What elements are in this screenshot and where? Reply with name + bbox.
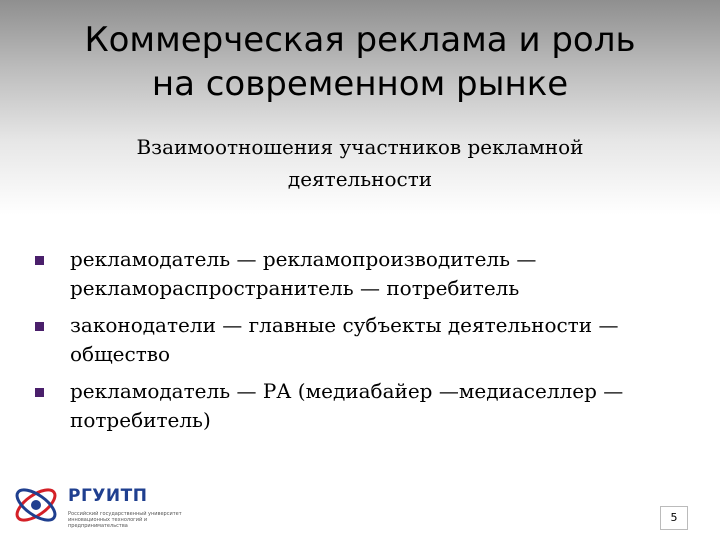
bullet-list	[35, 245, 695, 443]
slide-title-line-1: Коммерческая реклама и роль	[84, 20, 636, 60]
slide-subtitle-line-2: деятельности	[287, 167, 433, 191]
bullet-item-2	[35, 311, 695, 369]
slide-subtitle	[0, 131, 720, 195]
page-number: 5	[660, 506, 688, 530]
bullet-text-line: общество	[70, 342, 171, 366]
logo-name: РГУИТП	[68, 486, 148, 506]
slide-title	[0, 18, 720, 106]
university-logo	[10, 478, 210, 536]
bullet-item-1	[35, 245, 695, 303]
square-bullet-icon	[35, 388, 44, 397]
logo-tagline: Российский государственный университет инновационных технологий и предпринимательства	[68, 511, 182, 529]
slide-title-line-2: на современном рынке	[151, 64, 569, 104]
bullet-text-line: рекламодатель — рекламопроизводитель —	[70, 247, 537, 271]
bullet-text-line: рекламодатель — РА (медиабайер —медиаселлер —	[70, 379, 624, 403]
bullet-item-3	[35, 377, 695, 435]
slide-subtitle-line-1: Взаимоотношения участников рекламной	[136, 135, 584, 159]
bullet-text-line: рекламораспространитель — потребитель	[70, 276, 520, 300]
bullet-text-line: законодатели — главные субъекты деятельности —	[70, 313, 619, 337]
bullet-text-line: потребитель)	[70, 408, 211, 432]
square-bullet-icon	[35, 322, 44, 331]
rguitp-logo-icon	[10, 478, 62, 532]
square-bullet-icon	[35, 256, 44, 265]
